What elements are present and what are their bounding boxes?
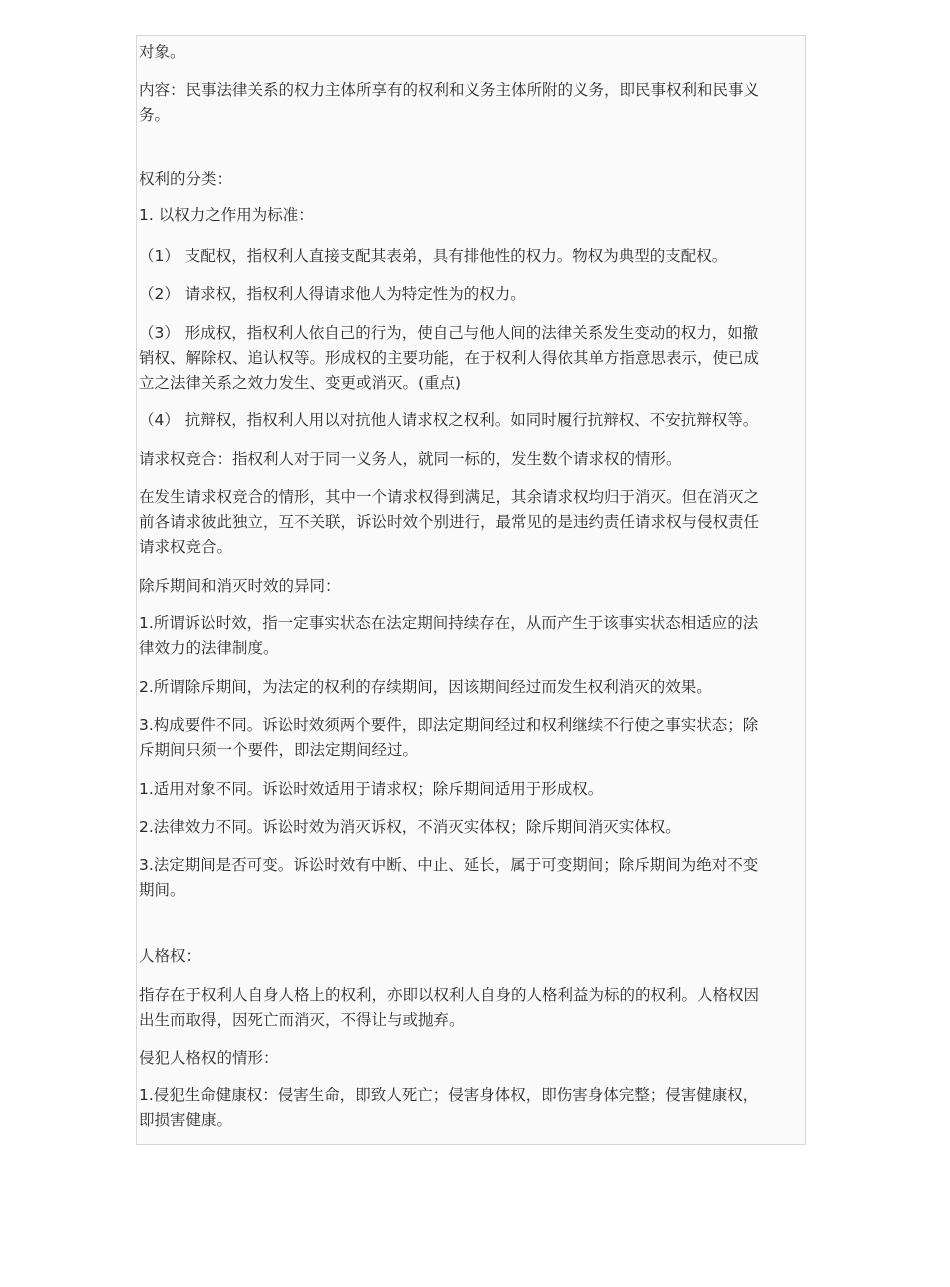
- paragraph: [139, 282, 819, 307]
- text-line: 请求权竞合：指权利人对于同一义务人，就同一标的，发生数个请求权的情形。: [139, 450, 682, 468]
- paragraph: [139, 408, 819, 433]
- section-heading: [139, 1046, 819, 1071]
- text-line: 1.所谓诉讼时效，指一定事实状态在法定期间持续存在，从而产生于该事实状态相适应的法: [139, 614, 759, 632]
- text-line: 1.适用对象不同。诉讼时效适用于请求权；除斥期间适用于形成权。: [139, 780, 604, 798]
- section-heading: [139, 944, 819, 969]
- text-line: 律效力的法律制度。: [139, 639, 279, 657]
- document-page: [136, 35, 806, 1145]
- text-line: （4） 抗辩权，指权利人用以对抗他人请求权之权利。如同时履行抗辩权、不安抗辩权等。: [139, 411, 759, 429]
- paragraph: [139, 203, 819, 228]
- section-heading: [139, 167, 819, 192]
- text-line: （2） 请求权，指权利人得请求他人为特定性为的权力。: [139, 285, 526, 303]
- paragraph: [139, 78, 819, 128]
- paragraph: [139, 321, 819, 396]
- paragraph: [139, 485, 819, 560]
- paragraph: [139, 611, 819, 661]
- text-line: 人格权：: [139, 947, 202, 965]
- text-line: 3.构成要件不同。诉讼时效须两个要件，即法定期间经过和权利继续不行使之事实状态；除: [139, 716, 759, 734]
- text-line: 期间。: [139, 881, 186, 899]
- text-line: 1.侵犯生命健康权：侵害生命，即致人死亡；侵害身体权，即伤害身体完整；侵害健康权，: [139, 1086, 759, 1104]
- paragraph: [139, 713, 819, 763]
- paragraph: [139, 244, 819, 269]
- paragraph: [139, 675, 819, 700]
- text-line: 3.法定期间是否可变。诉讼时效有中断、中止、延长，属于可变期间；除斥期间为绝对不变: [139, 856, 759, 874]
- text-line: 侵犯人格权的情形：: [139, 1049, 279, 1067]
- text-line: 2.法律效力不同。诉讼时效为消灭诉权，不消灭实体权；除斥期间消灭实体权。: [139, 818, 681, 836]
- paragraph: [139, 815, 819, 840]
- paragraph: [139, 853, 819, 903]
- text-line: 出生而取得，因死亡而消灭，不得让与或抛弃。: [139, 1011, 465, 1029]
- text-line: 权利的分类：: [139, 170, 233, 188]
- paragraph: [139, 40, 819, 65]
- text-line: （1） 支配权，指权利人直接支配其表弟，具有排他性的权力。物权为典型的支配权。: [139, 247, 728, 265]
- paragraph: [139, 447, 819, 472]
- paragraph: [139, 1083, 819, 1133]
- text-line: 2.所谓除斥期间，为法定的权利的存续期间，因该期间经过而发生权利消灭的效果。: [139, 678, 712, 696]
- text-line: 在发生请求权竞合的情形，其中一个请求权得到满足，其余请求权均归于消灭。但在消灭之: [139, 488, 760, 506]
- text-line: 指存在于权利人自身人格上的权利，亦即以权利人自身的人格利益为标的的权利。人格权因: [139, 986, 760, 1004]
- text-line: 1. 以权力之作用为标准：: [139, 206, 314, 224]
- text-line: 务。: [139, 106, 171, 124]
- text-line: （3） 形成权，指权利人依自己的行为，使自己与他人间的法律关系发生变动的权力，如撤: [139, 324, 759, 342]
- text-line: 即损害健康。: [139, 1111, 233, 1129]
- text-line: 除斥期间和消灭时效的异同：: [139, 577, 341, 595]
- text-line: 立之法律关系之效力发生、变更或消灭。(重点): [139, 374, 462, 392]
- text-line: 前各请求彼此独立，互不关联，诉讼时效个别进行，最常见的是违约责任请求权与侵权责任: [139, 513, 760, 531]
- paragraph: [139, 983, 819, 1033]
- paragraph: [139, 777, 819, 802]
- text-line: 斥期间只须一个要件，即法定期间经过。: [139, 741, 419, 759]
- text-line: 内容：民事法律关系的权力主体所享有的权利和义务主体所附的义务，即民事权利和民事义: [139, 81, 760, 99]
- section-heading: [139, 574, 819, 599]
- text-line: 请求权竞合。: [139, 538, 233, 556]
- text-line: 对象。: [139, 43, 186, 61]
- text-line: 销权、解除权、追认权等。形成权的主要功能，在于权利人得依其单方指意思表示，使已成: [139, 349, 760, 367]
